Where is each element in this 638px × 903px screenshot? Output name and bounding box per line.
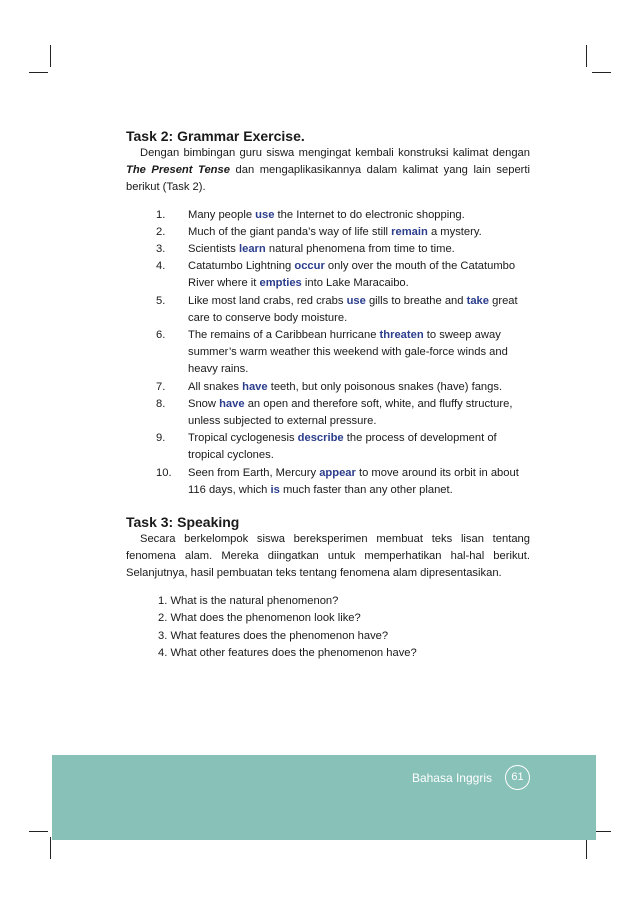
item-number: 5. bbox=[156, 294, 166, 307]
task2-intro bbox=[126, 145, 530, 197]
task3-question-list bbox=[126, 593, 530, 663]
task3-heading-title: Speaking bbox=[173, 514, 240, 531]
task2-intro-text: Dengan bimbingan guru siswa mengingat kembali konstruksi kalimat dengan bbox=[140, 147, 530, 159]
task2-intro-text: dan mengaplikasikannya dalam kalimat yang lain seperti berikut (Task 2). bbox=[126, 164, 530, 194]
task2-exercise-list bbox=[126, 207, 530, 499]
book-subject: Bahasa Inggris bbox=[411, 771, 492, 785]
task3-heading-label: Task 3: bbox=[126, 514, 174, 531]
task2-intro-emphasis: The Present Tense bbox=[126, 164, 230, 177]
task3-heading bbox=[126, 513, 530, 531]
page-content bbox=[126, 127, 530, 663]
crop-mark bbox=[592, 72, 611, 73]
crop-mark bbox=[50, 45, 51, 67]
footer-band bbox=[52, 755, 596, 840]
sentence-text: to move around its orbit in about 116 days, which bbox=[188, 466, 519, 496]
highlighted-verb: occur bbox=[294, 260, 325, 273]
sentence-text: Like most land crabs, red crabs bbox=[188, 294, 347, 307]
sentence-text: Snow bbox=[188, 397, 220, 410]
highlighted-verb: have bbox=[219, 397, 245, 410]
item-number: 8. bbox=[156, 397, 166, 410]
sentence-text: Tropical cyclogenesis bbox=[188, 432, 298, 445]
sentence-text: an open and therefore soft, white, and fluffy structure, unless subjected to external pressure. bbox=[188, 397, 513, 428]
crop-mark bbox=[586, 45, 587, 67]
sentence-text: teeth, but only poisonous snakes (have) fangs. bbox=[267, 380, 503, 393]
list-item bbox=[126, 241, 530, 258]
highlighted-verb: use bbox=[255, 208, 275, 221]
highlighted-verb: have bbox=[242, 380, 268, 393]
sentence-text: much faster than any other planet. bbox=[279, 483, 453, 496]
list-item: 1. What is the natural phenomenon? bbox=[158, 594, 339, 607]
task3-intro: Secara berkelompok siswa bereksperimen membuat teks lisan tentang fenomena alam. Mereka diingatkan untuk memperhatikan hal-hal berikut. Selanjutnya, hasil pembuatan teks tentang fenomena alam dipresentasikan. bbox=[126, 533, 530, 580]
sentence-text: The remains of a Caribbean hurricane bbox=[188, 329, 380, 342]
list-item bbox=[126, 396, 530, 430]
sentence-text: to sweep away summer’s warm weather this weekend with gale-force winds and heavy rains. bbox=[188, 329, 508, 376]
sentence-text: into Lake Maracaibo. bbox=[301, 277, 409, 290]
crop-mark bbox=[50, 837, 51, 859]
list-item bbox=[126, 258, 530, 292]
item-number: 2. bbox=[156, 225, 166, 238]
task2-heading bbox=[126, 127, 530, 145]
highlighted-verb: describe bbox=[297, 432, 344, 445]
crop-mark bbox=[29, 831, 48, 832]
item-number: 7. bbox=[156, 380, 166, 393]
sentence-text: only over the mouth of the Catatumbo River where it bbox=[188, 260, 516, 290]
list-item: 4. What other features does the phenomenon have? bbox=[158, 647, 417, 660]
list-item: 3. What features does the phenomenon have? bbox=[158, 629, 389, 642]
sentence-text: the Internet to do electronic shopping. bbox=[274, 208, 465, 221]
list-item bbox=[126, 430, 530, 464]
item-number: 4. bbox=[156, 260, 166, 273]
list-item: 2. What does the phenomenon look like? bbox=[158, 612, 361, 625]
highlighted-verb: appear bbox=[319, 466, 356, 479]
item-number: 9. bbox=[156, 432, 166, 445]
sentence-text: Catatumbo Lightning bbox=[188, 260, 295, 273]
highlighted-verb: threaten bbox=[379, 329, 424, 342]
highlighted-verb: take bbox=[466, 294, 490, 307]
item-number: 10. bbox=[156, 466, 172, 479]
sentence-text: gills to breathe and bbox=[365, 294, 467, 307]
item-number: 1. bbox=[156, 208, 166, 221]
sentence-text: a mystery. bbox=[427, 225, 482, 238]
crop-mark bbox=[29, 72, 48, 73]
list-item bbox=[126, 379, 530, 396]
task2-heading-label: Task 2: bbox=[126, 128, 174, 144]
highlighted-verb: is bbox=[270, 483, 280, 496]
item-number: 3. bbox=[156, 243, 166, 256]
highlighted-verb: empties bbox=[259, 277, 302, 290]
list-item bbox=[126, 327, 530, 379]
page-number: 61 bbox=[505, 765, 530, 790]
sentence-text: Scientists bbox=[188, 243, 239, 256]
highlighted-verb: remain bbox=[391, 225, 428, 238]
sentence-text: natural phenomena from time to time. bbox=[265, 243, 455, 256]
list-item bbox=[126, 224, 530, 241]
sentence-text: All snakes bbox=[188, 380, 243, 393]
crop-mark bbox=[586, 837, 587, 859]
list-item bbox=[126, 465, 530, 499]
highlighted-verb: use bbox=[346, 294, 366, 307]
sentence-text: Much of the giant panda’s way of life still bbox=[188, 225, 392, 238]
sentence-text: great care to conserve body moisture. bbox=[188, 294, 518, 324]
list-item bbox=[126, 207, 530, 224]
item-number: 6. bbox=[156, 329, 166, 342]
sentence-text: Seen from Earth, Mercury bbox=[188, 466, 320, 479]
task2-heading-title: Grammar Exercise. bbox=[173, 128, 305, 144]
sentence-text: the process of development of tropical cyclones. bbox=[188, 432, 497, 462]
highlighted-verb: learn bbox=[238, 243, 266, 256]
sentence-text: Many people bbox=[188, 208, 256, 221]
list-item bbox=[126, 293, 530, 327]
